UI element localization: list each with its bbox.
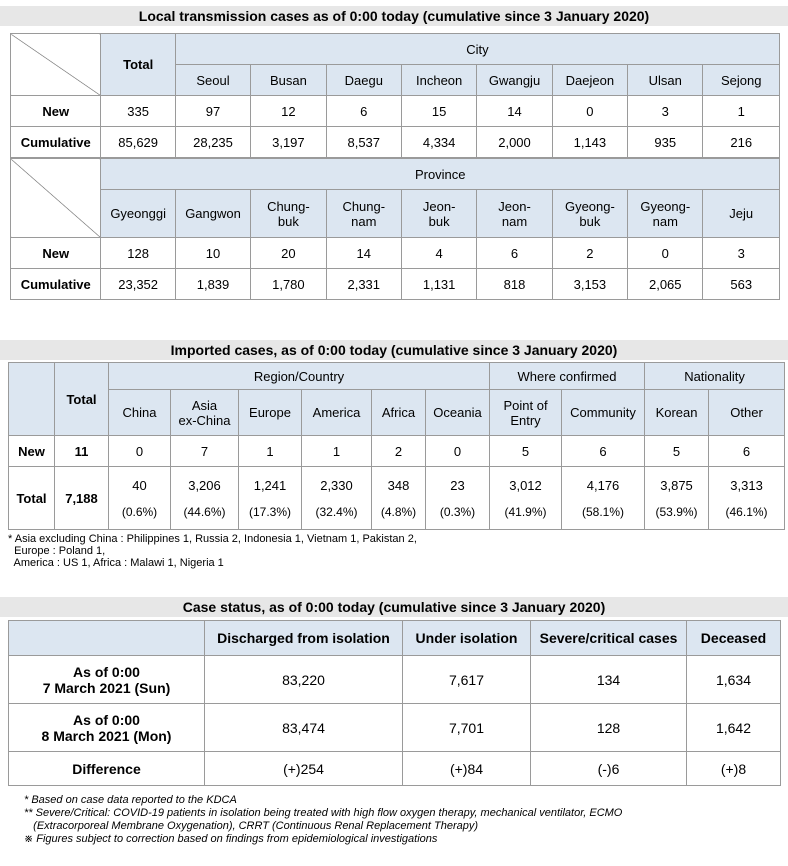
imported-column-line: Africa <box>381 405 416 420</box>
imported-new-value: 1 <box>239 436 302 467</box>
row-label-cumulative: Cumulative <box>11 269 101 300</box>
province-name-line: Gyeong- <box>640 198 691 214</box>
nationality-header: Nationality <box>645 363 785 390</box>
city-new-value: 0 <box>552 96 627 127</box>
city-name: Ulsan <box>628 65 703 96</box>
city-cum-value: 2,000 <box>477 127 552 158</box>
status-header: Under isolation <box>403 621 531 656</box>
province-cum-value: 563 <box>703 269 780 300</box>
status-value: 1,634 <box>687 656 781 704</box>
city-cum-value: 8,537 <box>326 127 401 158</box>
province-name <box>175 190 250 238</box>
row-label-cumulative: Cumulative <box>11 127 101 158</box>
corner-cell <box>9 363 55 436</box>
province-new-value: 6 <box>477 238 552 269</box>
province-name <box>326 190 401 238</box>
status-header: Discharged from isolation <box>205 621 403 656</box>
city-new-value: 3 <box>628 96 703 127</box>
imported-column-line: Entry <box>510 412 541 428</box>
where-confirmed-header: Where confirmed <box>490 363 645 390</box>
province-cum-value: 818 <box>477 269 552 300</box>
city-new-value: 335 <box>101 96 175 127</box>
case-status-table <box>8 620 781 786</box>
total-header: Total <box>55 363 109 436</box>
region-header: Region/Country <box>109 363 490 390</box>
status-row-label-line: 8 March 2021 (Mon) <box>41 727 172 744</box>
province-cum-value: 1,839 <box>175 269 250 300</box>
city-new-value: 14 <box>477 96 552 127</box>
imported-column-line: Other <box>730 405 763 420</box>
corner-cell <box>11 159 101 238</box>
imported-count: 3,313 <box>730 477 763 493</box>
imported-column-line: Oceania <box>433 405 482 420</box>
imported-count: 3,012 <box>509 477 542 493</box>
local-city-table <box>10 33 780 158</box>
imported-new-total: 11 <box>55 436 109 467</box>
imported-percent: (4.8%) <box>380 504 417 519</box>
imported-column-line: Community <box>570 405 636 420</box>
city-header: City <box>175 34 779 65</box>
province-name-line: Jeon- <box>422 198 456 214</box>
imported-column-header <box>372 390 426 436</box>
imported-percent: (53.9%) <box>655 504 698 519</box>
local-province-table <box>10 158 780 300</box>
imported-new-value: 5 <box>490 436 562 467</box>
imported-percent: (0.6%) <box>121 504 158 519</box>
imported-new-value: 1 <box>302 436 372 467</box>
province-name <box>477 190 552 238</box>
imported-column-header <box>109 390 171 436</box>
row-label-new: New <box>9 436 55 467</box>
difference-label: Difference <box>9 752 205 786</box>
status-value: 134 <box>531 656 687 704</box>
status-value: 128 <box>531 704 687 752</box>
row-label-total: Total <box>9 467 55 530</box>
imported-column-header <box>645 390 709 436</box>
province-cum-value: 3,153 <box>552 269 627 300</box>
imported-column-header <box>426 390 490 436</box>
imported-total-value <box>562 467 645 530</box>
imported-percent: (41.9%) <box>504 504 547 519</box>
imported-percent: (17.3%) <box>248 504 292 519</box>
imported-total-value <box>171 467 239 530</box>
province-new-value: 0 <box>628 238 703 269</box>
imported-column-header <box>709 390 785 436</box>
imported-total-value <box>645 467 709 530</box>
status-section-title: Case status, as of 0:00 today (cumulative since 3 January 2020) <box>0 597 788 617</box>
province-name-line: buk <box>277 213 299 229</box>
status-value: 7,617 <box>403 656 531 704</box>
imported-column-line: Europe <box>249 405 291 420</box>
imported-count: 3,875 <box>660 477 693 493</box>
city-cum-value: 85,629 <box>101 127 175 158</box>
imported-percent: (32.4%) <box>315 504 358 519</box>
province-name-line: Gyeong- <box>564 198 615 214</box>
city-new-value: 97 <box>175 96 250 127</box>
status-row-label-line: As of 0:00 <box>73 663 140 680</box>
status-value: 83,220 <box>205 656 403 704</box>
province-cum-value: 1,780 <box>251 269 326 300</box>
province-new-value: 3 <box>703 238 780 269</box>
imported-column-line: ex-China <box>178 412 231 428</box>
imported-total-value <box>109 467 171 530</box>
imported-total-value <box>239 467 302 530</box>
imported-count: 23 <box>450 477 465 493</box>
total-header: Total <box>101 34 175 96</box>
imported-total-total: 7,188 <box>55 467 109 530</box>
imported-count: 3,206 <box>188 477 221 493</box>
imported-column-header <box>302 390 372 436</box>
city-name: Incheon <box>401 65 476 96</box>
status-row-label-line: 7 March 2021 (Sun) <box>42 679 171 696</box>
city-cum-value: 28,235 <box>175 127 250 158</box>
imported-column-line: Korean <box>655 405 698 420</box>
imported-new-value: 6 <box>709 436 785 467</box>
difference-value: (+)254 <box>205 752 403 786</box>
province-cum-value: 23,352 <box>101 269 175 300</box>
city-new-value: 15 <box>401 96 476 127</box>
imported-column-line: Asia <box>191 397 218 413</box>
province-new-value: 14 <box>326 238 401 269</box>
province-name-line: Jeju <box>729 206 754 221</box>
province-new-value: 20 <box>251 238 326 269</box>
province-name-line: Gangwon <box>185 206 241 221</box>
difference-value: (-)6 <box>531 752 687 786</box>
city-name: Daejeon <box>552 65 627 96</box>
status-value: 1,642 <box>687 704 781 752</box>
city-cum-value: 1,143 <box>552 127 627 158</box>
province-name-line: buk <box>579 213 601 229</box>
imported-total-value <box>490 467 562 530</box>
imported-column-line: Point of <box>503 397 548 413</box>
difference-value: (+)84 <box>403 752 531 786</box>
province-cum-value: 2,065 <box>628 269 703 300</box>
city-new-value: 1 <box>703 96 780 127</box>
city-new-value: 6 <box>326 96 401 127</box>
city-name: Seoul <box>175 65 250 96</box>
footnotes: * Based on case data reported to the KDCA ** Severe/Critical: COVID-19 patients in isolation being treated with high flow oxygen therapy, mechanical ventilator, ECMO (Extracorporeal Membrane Oxygenation), CRRT (Continuous Renal Replacement Therapy) ※ Figures subject to correction based on findings from epidemiological investigations <box>24 794 623 845</box>
province-name-line: Chung- <box>342 198 386 214</box>
status-row-label-line: As of 0:00 <box>73 711 140 728</box>
imported-new-value: 2 <box>372 436 426 467</box>
province-name <box>401 190 476 238</box>
row-label-new: New <box>11 96 101 127</box>
status-header: Deceased <box>687 621 781 656</box>
province-header: Province <box>101 159 780 190</box>
province-cum-value: 1,131 <box>401 269 476 300</box>
city-cum-value: 216 <box>703 127 780 158</box>
province-new-value: 10 <box>175 238 250 269</box>
imported-new-value: 7 <box>171 436 239 467</box>
imported-new-value: 0 <box>426 436 490 467</box>
imported-section-title: Imported cases, as of 0:00 today (cumulative since 3 January 2020) <box>0 340 788 360</box>
imported-new-value: 5 <box>645 436 709 467</box>
imported-percent: (44.6%) <box>183 504 226 519</box>
province-new-value: 2 <box>552 238 627 269</box>
imported-count: 40 <box>132 477 147 493</box>
imported-total-value <box>709 467 785 530</box>
province-name-line: Chung- <box>267 198 310 214</box>
province-new-value: 128 <box>101 238 175 269</box>
status-value: 7,701 <box>403 704 531 752</box>
imported-new-value: 6 <box>562 436 645 467</box>
city-name: Busan <box>251 65 326 96</box>
city-name: Sejong <box>703 65 780 96</box>
province-name-line: nam <box>652 213 678 229</box>
imported-column-header <box>562 390 645 436</box>
city-name: Daegu <box>326 65 401 96</box>
province-cum-value: 2,331 <box>326 269 401 300</box>
province-name-line: buk <box>428 213 450 229</box>
imported-percent: (58.1%) <box>582 504 625 519</box>
province-name <box>552 190 627 238</box>
province-name-line: Gyeonggi <box>110 206 166 221</box>
imported-count: 348 <box>387 477 410 493</box>
imported-table <box>8 362 785 530</box>
imported-count: 1,241 <box>253 477 287 493</box>
imported-column-header <box>239 390 302 436</box>
imported-count: 2,330 <box>320 477 353 493</box>
imported-total-value <box>426 467 490 530</box>
imported-column-line: America <box>312 405 361 420</box>
imported-column-header <box>171 390 239 436</box>
local-section-title: Local transmission cases as of 0:00 today (cumulative since 3 January 2020) <box>0 6 788 26</box>
row-label-new: New <box>11 238 101 269</box>
city-cum-value: 3,197 <box>251 127 326 158</box>
province-new-value: 4 <box>401 238 476 269</box>
difference-value: (+)8 <box>687 752 781 786</box>
province-name-line: Jeon- <box>498 198 531 214</box>
city-new-value: 12 <box>251 96 326 127</box>
province-name-line: nam <box>501 213 528 229</box>
imported-note: * Asia excluding China : Philippines 1, Russia 2, Indonesia 1, Vietnam 1, Pakistan 2, Europe : Poland 1, America : US 1, Africa : Malawi 1, Nigeria 1 <box>8 533 417 569</box>
status-value: 83,474 <box>205 704 403 752</box>
imported-column-line: China <box>122 405 157 420</box>
status-header: Severe/critical cases <box>531 621 687 656</box>
status-row-label <box>9 704 205 752</box>
imported-column-header <box>490 390 562 436</box>
province-name <box>251 190 326 238</box>
province-name <box>628 190 703 238</box>
province-name <box>703 190 780 238</box>
corner-cell <box>9 621 205 656</box>
corner-cell <box>11 34 101 96</box>
imported-new-value: 0 <box>109 436 171 467</box>
imported-percent: (0.3%) <box>439 504 476 519</box>
city-cum-value: 935 <box>628 127 703 158</box>
imported-total-value <box>302 467 372 530</box>
imported-percent: (46.1%) <box>725 504 768 519</box>
province-name-line: nam <box>351 213 377 229</box>
status-row-label <box>9 656 205 704</box>
province-name <box>101 190 175 238</box>
imported-count: 4,176 <box>586 477 620 493</box>
city-cum-value: 4,334 <box>401 127 476 158</box>
city-name: Gwangju <box>477 65 552 96</box>
imported-total-value <box>372 467 426 530</box>
